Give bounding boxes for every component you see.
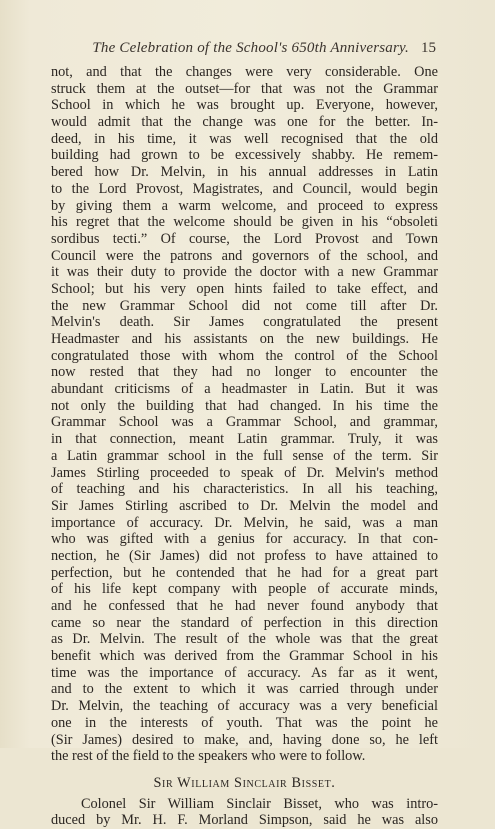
text-line: who was gifted with a genius for accuracy. In that con- — [51, 531, 438, 548]
text-line: importance of accuracy. Dr. Melvin, he said, was a man — [51, 514, 438, 531]
text-line: the new Grammar School did not come till after Dr. — [51, 297, 438, 314]
text-line: and to the extent to which it was carried through under — [51, 681, 438, 698]
paragraph-main — [51, 64, 438, 765]
text-line: building had grown to be excessively shabby. He remem- — [51, 147, 438, 164]
text-line: sordibus tecti.” Of course, the Lord Provost and Town — [51, 230, 438, 247]
text-line: benefit which was derived from the Grammar School in his — [51, 648, 438, 665]
text-line: (Sir James) desired to make, and, having done so, he left — [51, 731, 438, 748]
text-line: perfection, but he contended that he had for a great part — [51, 564, 438, 581]
text-line: came so near the standard of perfection in this direction — [51, 614, 438, 631]
running-title: The Celebration of the School's 650th Anniversary. — [92, 40, 409, 56]
text-line: time was the importance of accuracy. As far as it went, — [51, 664, 438, 681]
text-line: and he confessed that he had never found anybody that — [51, 598, 438, 614]
text-line: Colonel Sir William Sinclair Bisset, who was intro- — [81, 795, 438, 812]
running-header — [58, 40, 436, 57]
text-line: not, and that the changes were very considerable. One — [51, 64, 438, 80]
text-line: Council were the patrons and governors of the school, and — [51, 247, 438, 264]
text-line: a Latin grammar school in the full sense of the term. Sir — [51, 447, 438, 464]
text-line: abundant criticisms of a headmaster in Latin. But it was — [51, 381, 438, 398]
text-line: Headmaster and his assistants on the new buildings. He — [51, 331, 438, 347]
text-line: duced by Mr. H. F. Morland Simpson, said he was also — [51, 812, 438, 829]
text-line: bered how Dr. Melvin, in his annual addresses in Latin — [51, 164, 438, 181]
text-line: not only the building that had changed. In his time the — [51, 397, 438, 414]
page-number: 15 — [421, 40, 436, 56]
text-line: Dr. Melvin, the teaching of accuracy was a very beneficial — [51, 698, 438, 715]
text-line: School in which he was brought up. Everyone, however, — [51, 97, 438, 114]
text-line: Grammar School was a Grammar School, and grammar, — [51, 414, 438, 431]
text-line: nection, he (Sir James) did not profess to have attained to — [51, 547, 438, 564]
paragraph-next — [51, 796, 438, 829]
text-line: congratulated those with whom the control of the School — [51, 347, 438, 364]
text-line: to the Lord Provost, Magistrates, and Council, would begin — [51, 180, 438, 197]
text-line: in that connection, meant Latin grammar. Truly, it was — [51, 431, 438, 448]
text-line: struck them at the outset—for that was not the Grammar — [51, 80, 438, 97]
text-line: by giving them a warm welcome, and proceed to express — [51, 197, 438, 214]
text-line: James Stirling proceeded to speak of Dr. Melvin's method — [51, 464, 438, 481]
text-line: his regret that the welcome should be given in his “obsoleti — [51, 214, 438, 231]
body-text — [51, 64, 438, 829]
text-line: Sir James Stirling ascribed to Dr. Melvin the model and — [51, 497, 438, 514]
text-line: now rested that they had no longer to encounter the — [51, 364, 438, 381]
text-line: would admit that the change was one for the better. In- — [51, 114, 438, 131]
text-line: of his life kept company with people of accurate minds, — [51, 581, 438, 598]
text-line: Melvin's death. Sir James congratulated the present — [51, 314, 438, 331]
text-line: as Dr. Melvin. The result of the whole was that the great — [51, 631, 438, 648]
text-line: deed, in his time, it was well recognised that the old — [51, 130, 438, 147]
section-heading: Sir William Sinclair Bisset. — [153, 774, 336, 791]
text-line: it was their duty to provide the doctor with a new Grammar — [51, 264, 438, 281]
text-line: the rest of the field to the speakers who were to follow. — [51, 748, 366, 765]
text-line: one in the interests of youth. That was the point he — [51, 714, 438, 731]
text-line: School; but his very open hints failed to take effect, and — [51, 280, 438, 297]
text-line: of teaching and his characteristics. In all his teaching, — [51, 481, 438, 498]
